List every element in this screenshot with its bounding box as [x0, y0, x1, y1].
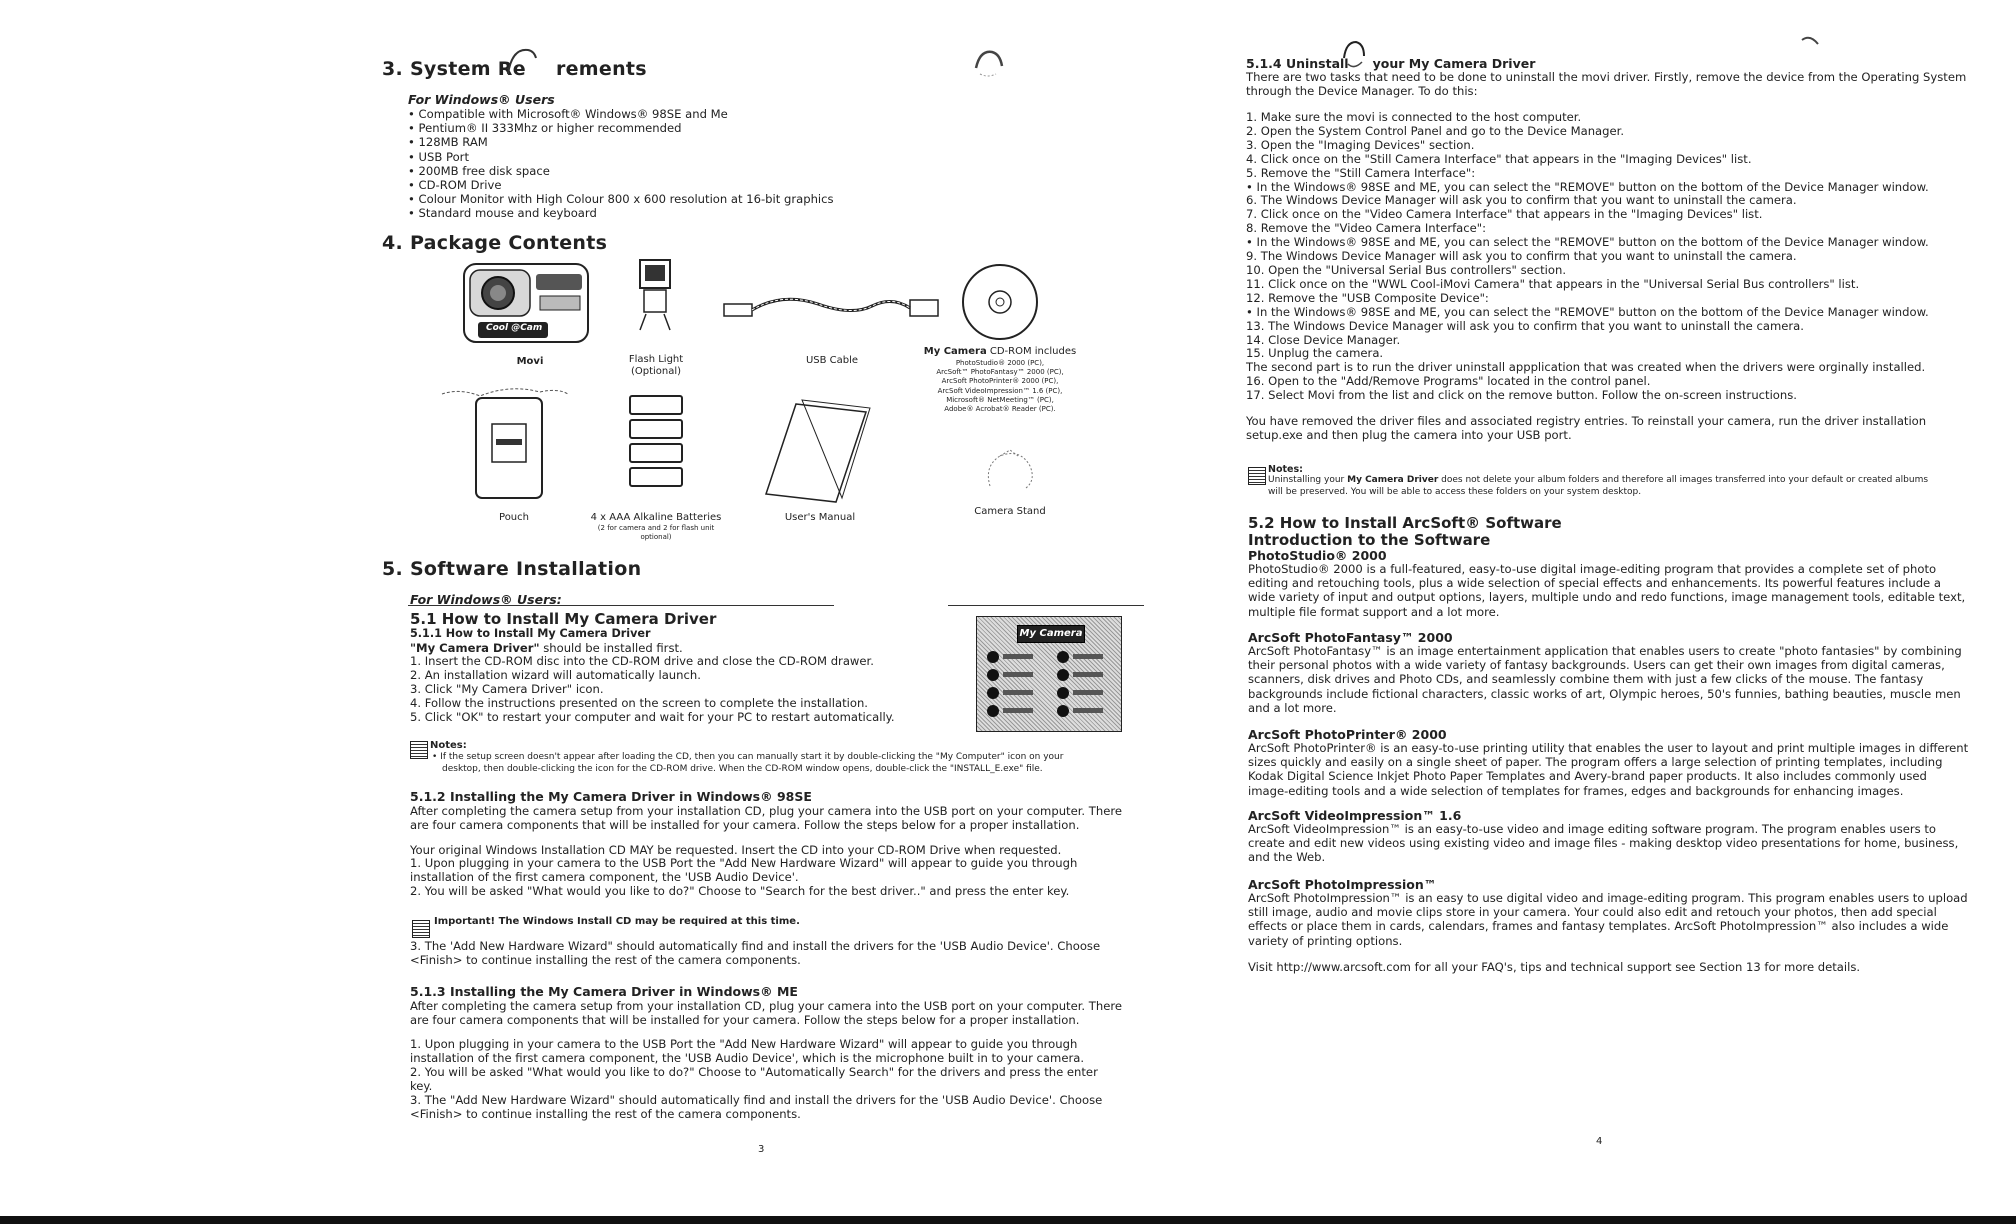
photofantasy-body	[1248, 644, 1962, 715]
caption-manual: User's Manual	[784, 512, 856, 523]
scan-edge-bar	[0, 1216, 2016, 1224]
paragraph-line: image-editing tools and a wide selection of templates for frames, edges and backgrounds for enhancing images.	[1248, 783, 1904, 798]
smudge-mark-2	[970, 44, 1010, 84]
s512-steps	[410, 857, 1077, 899]
caption-cd	[920, 346, 1080, 358]
s511-intro-rest: should be installed first.	[539, 641, 683, 655]
s513-heading: 5.1.3 Installing the My Camera Driver in Windows® ME	[410, 984, 798, 999]
camera-brand-label: Cool @Cam	[486, 323, 543, 333]
list-item: 6. The Windows Device Manager will ask you to confirm that you want to uninstall the camera.	[1246, 193, 1797, 208]
divider	[408, 605, 834, 606]
sec5-subhead: For Windows® Users:	[410, 592, 562, 607]
paragraph-line: Kodak Digital Science Inkjet Photo Paper Templates and Avery-brand paper products. It also includes commonly used	[1248, 769, 1927, 784]
sec3-subhead: For Windows® Users	[408, 92, 555, 107]
cd-line: Adobe® Acrobat® Reader (PC).	[944, 405, 1056, 414]
caption-flash: Flash Light (Optional)	[628, 354, 684, 377]
right-page	[1230, 0, 2016, 1224]
s514-heading	[1246, 56, 1535, 71]
photoprinter-body	[1248, 741, 1968, 798]
s514-heading-part1: 5.1.4 Uninstall	[1246, 56, 1349, 71]
list-item: 1. Make sure the movi is connected to the host computer.	[1246, 110, 1582, 124]
list-item: 8. Remove the "Video Camera Interface":	[1246, 221, 1487, 236]
pouch-illustration	[440, 384, 570, 504]
s512-heading: 5.1.2 Installing the My Camera Driver in Windows® 98SE	[410, 789, 812, 804]
s514-heading-part2: your My Camera Driver	[1372, 56, 1536, 71]
cd-title-bold: My Camera	[923, 346, 987, 357]
paragraph: through the Device Manager. To do this:	[1246, 84, 1478, 98]
caption-pouch: Pouch	[499, 512, 529, 523]
paragraph-line: variety of printing options.	[1248, 933, 1403, 948]
paragraph-line: and the Web.	[1248, 850, 1326, 865]
sec4-title: 4. Package Contents	[382, 232, 608, 254]
photoprinter-heading: ArcSoft PhotoPrinter® 2000	[1248, 727, 1447, 742]
sec3-item: • CD-ROM Drive	[408, 178, 502, 193]
list-item: 7. Click once on the "Video Camera Interface" that appears in the "Imaging Devices" list.	[1246, 207, 1763, 222]
list-item: 13. The Windows Device Manager will ask you to confirm that you want to uninstall the camera.	[1246, 318, 1804, 333]
cd-illustration	[960, 262, 1040, 342]
s511-intro-bold: "My Camera Driver"	[410, 641, 540, 655]
list-item: The second part is to run the driver uninstall appplication that was created when the drivers were orginally installed.	[1246, 360, 1926, 375]
list-item: 12. Remove the "USB Composite Device":	[1246, 290, 1489, 305]
list-item: • In the Windows® 98SE and ME, you can select the "REMOVE" button on the bottom of the Device Manager window.	[1246, 304, 1929, 319]
list-item: 5. Remove the "Still Camera Interface":	[1246, 165, 1476, 180]
paragraph: After completing the camera setup from your installation CD, plug your camera into the USB port on your computer. There	[410, 999, 1122, 1013]
caption-batteries: 4 x AAA Alkaline Batteries	[590, 512, 722, 523]
photostudio-body	[1248, 562, 1965, 619]
paragraph: You have removed the driver files and associated registry entries. To reinstall your camera, run the driver installation	[1246, 414, 1927, 428]
list-item: 9. The Windows Device Manager will ask you to confirm that you want to uninstall the camera.	[1246, 249, 1797, 264]
cd-contents	[920, 359, 1080, 414]
s513-steps	[410, 1038, 1102, 1121]
list-item: 2. Open the System Control Panel and go to the Device Manager.	[1246, 123, 1625, 138]
sec3-item: • 200MB free disk space	[408, 163, 550, 178]
list-item: 3. Open the "Imaging Devices" section.	[1246, 137, 1475, 152]
caption-movi: Movi	[516, 356, 544, 367]
list-item: 15. Unplug the camera.	[1246, 346, 1384, 361]
sec3-item: • Compatible with Microsoft® Windows® 98SE and Me	[408, 107, 728, 121]
list-item: 11. Click once on the "WWL Cool-iMovi Camera" that appears in the "Universal Serial Bus controllers" list.	[1246, 276, 1860, 291]
sec3-item: • Standard mouse and keyboard	[408, 206, 597, 221]
intro-heading: Introduction to the Software	[1248, 531, 1491, 549]
list-item: • In the Windows® 98SE and ME, you can select the "REMOVE" button on the bottom of the Device Manager window.	[1246, 179, 1929, 194]
sec3-title-part1: 3. System Re	[382, 58, 526, 80]
list-item: 1. Upon plugging in your camera to the USB Port the "Add New Hardware Wizard" will appear to guide you through	[410, 856, 1078, 870]
paragraph: After completing the camera setup from your installation CD, plug your camera into the USB port on your computer. There	[410, 804, 1122, 818]
list-item: 4. Follow the instructions presented on the screen to complete the installation.	[410, 695, 868, 710]
list-item: 4. Click once on the "Still Camera Interface" that appears in the "Imaging Devices" list.	[1246, 151, 1752, 166]
batteries-illustration	[626, 392, 686, 492]
paragraph-line: sizes quickly and easily on a single sheet of paper. The program offers a large selection of printing templates, including	[1248, 755, 1943, 770]
videoimpression-body	[1248, 822, 1958, 865]
sec3-list	[408, 107, 834, 221]
list-item: 2. You will be asked "What would you like to do?" Choose to "Automatically Search" for the drivers and press the enter	[410, 1064, 1098, 1079]
caption-usb: USB Cable	[805, 355, 859, 366]
list-item: 3. Click "My Camera Driver" icon.	[410, 681, 604, 696]
important-icon	[412, 920, 430, 938]
sec3-item: • Pentium® II 333Mhz or higher recommended	[408, 121, 682, 136]
divider	[948, 605, 1144, 606]
camera-illustration	[462, 260, 592, 346]
paragraph: are four camera components that will be installed for your camera. Follow the steps below for a proper installation.	[410, 1013, 1080, 1027]
paragraph-line: effects or place them in cards, calendars, frames and fantasy templates. ArcSoft PhotoImpression™ also includes a wide	[1248, 919, 1949, 934]
photoimpression-heading: ArcSoft PhotoImpression™	[1248, 877, 1437, 892]
list-item: 2. An installation wizard will automatically launch.	[410, 667, 701, 682]
note2-line2: will be preserved. You will be able to access these folders on your system desktop.	[1268, 487, 1642, 497]
flash-illustration	[634, 256, 678, 336]
paragraph: setup.exe and then plug the camera into your USB port.	[1246, 428, 1572, 442]
notes-icon-2	[1248, 467, 1266, 485]
sec3-title-part2: rements	[555, 58, 647, 80]
note2-part-bold: My Camera Driver	[1347, 475, 1439, 485]
paragraph-line: still image, audio and movie clips store in your camera. Your could also edit and retouch your photos, then add special	[1248, 905, 1937, 920]
paragraph-line: ArcSoft VideoImpression™ is an easy-to-use video and image editing software program. The program enables users to	[1248, 822, 1936, 836]
sec3-item: • Colour Monitor with High Colour 800 x 600 resolution at 16-bit graphics	[408, 192, 834, 207]
cd-line: ArcSoft VideoImpression™ 1.6 (PC),	[937, 386, 1063, 395]
note2-part: does not delete your album folders and therefore all images transferred into your default or created albums	[1438, 475, 1929, 485]
note-text: desktop, then double-clicking the icon for the CD-ROM drive. When the CD-ROM window opens, double-click the "INSTALL_E.exe" file.	[442, 764, 1043, 774]
paragraph: Your original Windows Installation CD MAY be requested. Insert the CD into your CD-ROM Drive when requested.	[410, 843, 1062, 857]
list-item: 1. Insert the CD-ROM disc into the CD-ROM drive and close the CD-ROM drawer.	[410, 654, 874, 668]
list-item: 17. Select Movi from the list and click on the remove button. Follow the on-screen instructions.	[1246, 388, 1797, 403]
list-item: 3. The "Add New Hardware Wizard" should automatically find and install the drivers for the 'USB Audio Device'. Choose	[410, 1092, 1103, 1107]
paragraph-line: their personal photos with a wide variety of fantasy backgrounds. Users can get their own images from digital cameras,	[1248, 658, 1945, 673]
cd-line: ArcSoft™ PhotoFantasy™ 2000 (PC),	[936, 368, 1064, 377]
stand-illustration	[980, 446, 1040, 496]
sec3-item: • 128MB RAM	[408, 135, 488, 150]
s511-steps	[410, 655, 895, 725]
page-number-right: 4	[1596, 1136, 1603, 1147]
list-item: 14. Close Device Manager.	[1246, 332, 1401, 347]
note2-line1	[1268, 475, 1928, 486]
list-item: installation of the first camera component, the 'USB Audio Device'.	[410, 869, 799, 884]
installer-buttons	[977, 617, 1121, 731]
list-item: 10. Open the "Universal Serial Bus controllers" section.	[1246, 262, 1567, 277]
photostudio-heading: PhotoStudio® 2000	[1248, 548, 1387, 563]
paragraph-line: PhotoStudio® 2000 is a full-featured, easy-to-use digital image-editing program that provides a complete set of photo	[1248, 562, 1937, 576]
cd-title-rest: CD-ROM includes	[986, 346, 1077, 357]
page-number-left: 3	[758, 1144, 765, 1155]
paragraph-line: multiple file format support and a lot more.	[1248, 604, 1500, 619]
paragraph-line: create and edit new videos using existing video and image files - making desktop video presentations for home, business,	[1248, 836, 1959, 851]
paragraph: There are two tasks that need to be done to uninstall the movi driver. Firstly, remove the device from the Operating System	[1246, 70, 1967, 84]
sec3-item: • USB Port	[408, 149, 469, 164]
note-text: • If the setup screen doesn't appear after loading the CD, then you can manually start it by double-clicking the "My Computer" icon on your	[432, 752, 1064, 762]
photofantasy-heading: ArcSoft PhotoFantasy™ 2000	[1248, 630, 1453, 645]
list-item: 3. The 'Add New Hardware Wizard" should automatically find and install the drivers for the 'USB Audio Device'. Choose	[410, 939, 1101, 953]
s52-heading: 5.2 How to Install ArcSoft® Software	[1248, 514, 1562, 532]
photoimpression-body	[1248, 891, 1968, 948]
list-item: • In the Windows® 98SE and ME, you can select the "REMOVE" button on the bottom of the Device Manager window.	[1246, 235, 1929, 250]
smudge-mark	[504, 44, 544, 84]
cd-line: PhotoStudio® 2000 (PC),	[955, 359, 1045, 367]
paragraph-line: backgrounds include fictional characters, classic works of art, Olympic heroes, 50's funnies, bathing beauties, muscle men	[1248, 686, 1961, 701]
usb-cable-illustration	[722, 286, 942, 334]
list-item: 5. Click "OK" to restart your computer and wait for your PC to restart automatically.	[410, 709, 895, 724]
list-item: 1. Upon plugging in your camera to the USB Port the "Add New Hardware Wizard" will appear to guide you through	[410, 1037, 1078, 1051]
s511-heading: 5.1.1 How to Install My Camera Driver	[410, 627, 651, 640]
sec5-title: 5. Software Installation	[382, 558, 642, 580]
paragraph-line: scanners, disk drives and Photo CDs, and seamlessly combine them with just a few clicks of the mouse. The fantasy	[1248, 672, 1924, 687]
smudge-mark-4	[1800, 32, 1824, 52]
list-item: <Finish> to continue installing the rest of the camera components.	[410, 1106, 801, 1121]
installer-banner: My Camera	[1017, 625, 1085, 643]
videoimpression-heading: ArcSoft VideoImpression™ 1.6	[1248, 808, 1462, 823]
important-note: Important! The Windows Install CD may be required at this time.	[434, 916, 800, 927]
manual-illustration	[760, 398, 870, 508]
paragraph-line: ArcSoft PhotoFantasy™ is an image entertainment application that enables users to create "photo fantasies" by combining	[1248, 644, 1962, 658]
caption-stand: Camera Stand	[974, 506, 1046, 517]
paragraph: are four camera components that will be installed for your camera. Follow the steps below for a proper installation.	[410, 818, 1080, 832]
note2-part: Uninstalling your	[1268, 475, 1348, 485]
paragraph-line: ArcSoft PhotoImpression™ is an easy to use digital video and image-editing program. This program enables users to upload	[1248, 891, 1968, 905]
notes-label: Notes:	[430, 740, 467, 751]
notes-icon	[410, 741, 428, 759]
list-item: <Finish> to continue installing the rest of the camera components.	[410, 952, 801, 967]
s51-heading: 5.1 How to Install My Camera Driver	[410, 610, 717, 628]
visit-text: Visit http://www.arcsoft.com for all your FAQ's, tips and technical support see Section 13 for more details.	[1248, 960, 1861, 974]
list-item: installation of the first camera component, the 'USB Audio Device', which is the microphone built in to your camera.	[410, 1050, 1085, 1065]
list-item: 2. You will be asked "What would you like to do?" Choose to "Search for the best driver.." and press the enter key.	[410, 883, 1070, 898]
s512-steps-b	[410, 940, 1100, 968]
paragraph-line: ArcSoft PhotoPrinter® is an easy-to-use printing utility that enables the user to layout and print multiple images in different	[1248, 741, 1969, 755]
paragraph-line: wide variety of input and output options, layers, multiple undo and redo functions, image management tools, editable text,	[1248, 590, 1966, 605]
paragraph-line: and a lot more.	[1248, 700, 1337, 715]
cd-line: ArcSoft PhotoPrinter® 2000 (PC),	[941, 377, 1059, 386]
s514-steps	[1246, 111, 1929, 403]
notes-label-2: Notes:	[1268, 464, 1303, 475]
caption-batteries-note: (2 for camera and 2 for flash unit optional)	[597, 524, 715, 541]
smudge-mark-3	[1340, 38, 1370, 74]
installer-menu-image	[976, 616, 1122, 732]
cd-line: Microsoft® NetMeeting™ (PC),	[946, 395, 1054, 404]
list-item: 16. Open to the "Add/Remove Programs" located in the control panel.	[1246, 374, 1651, 389]
list-item: key.	[410, 1078, 433, 1093]
paragraph-line: editing and retouching tools, plus a wide selection of special effects and enhancements. Its powerful features include a	[1248, 576, 1941, 591]
